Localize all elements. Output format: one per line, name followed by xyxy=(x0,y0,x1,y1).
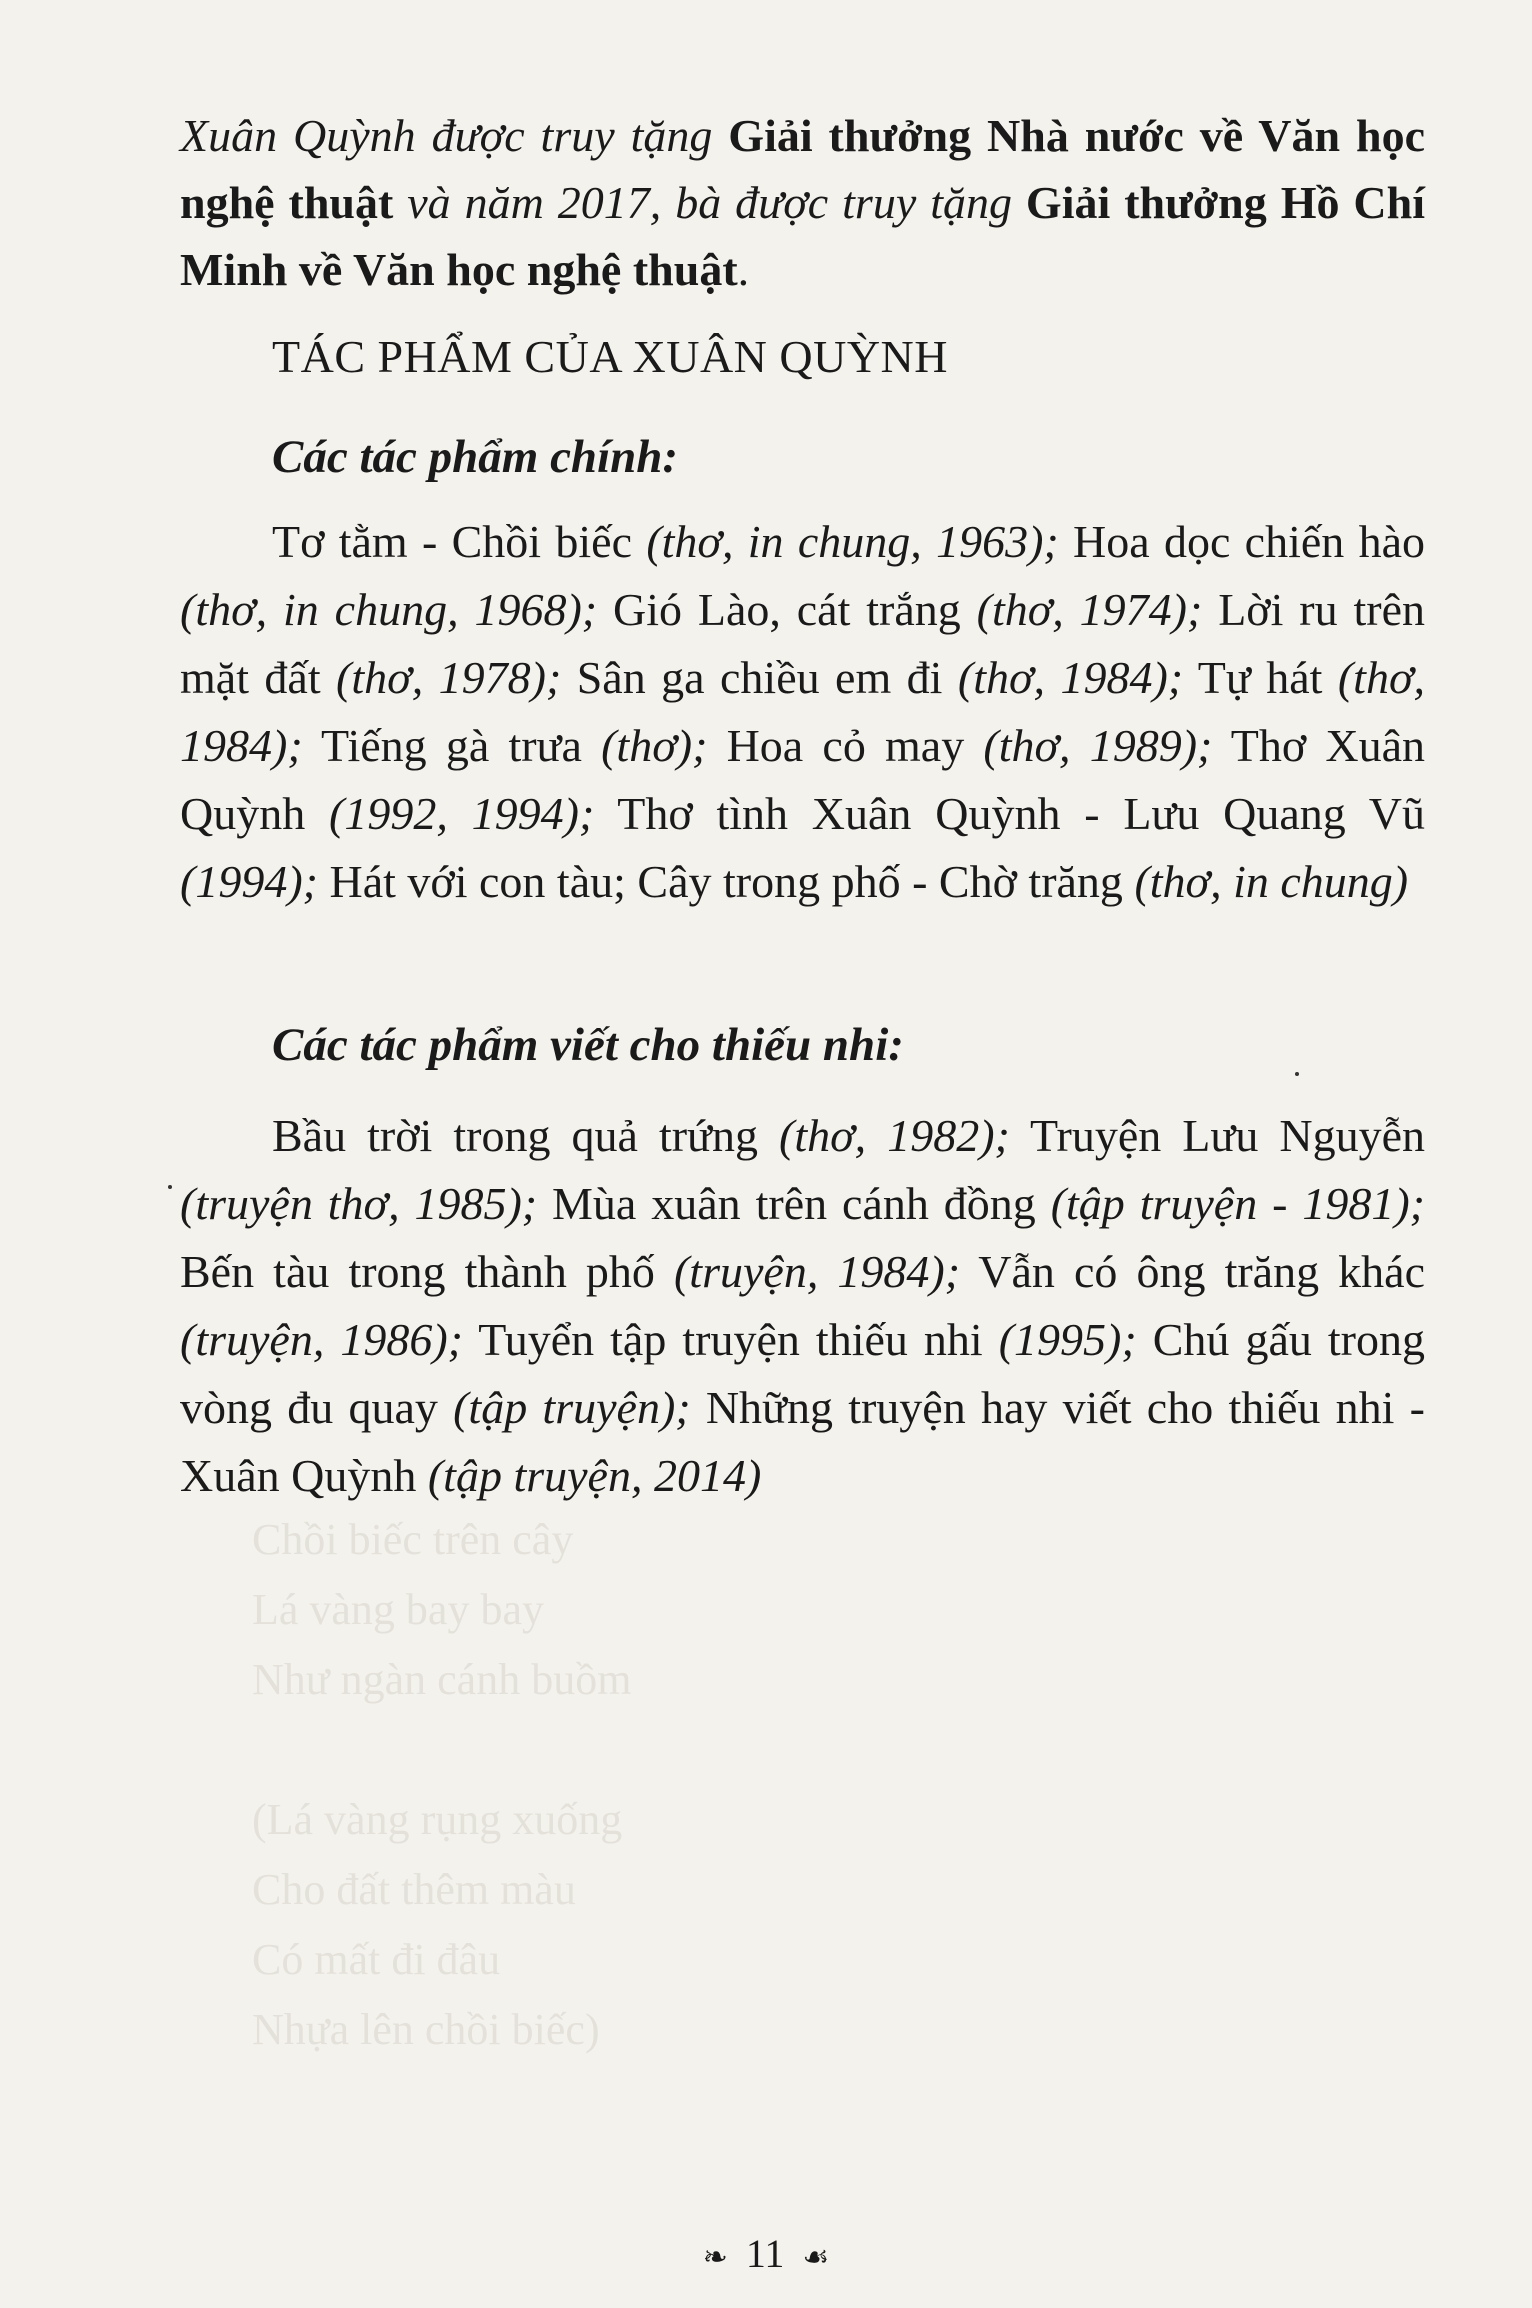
text-run: Hoa dọc chiến hào xyxy=(1058,516,1425,567)
show-through-text xyxy=(252,1505,631,2065)
text-run: Gió Lào, cát trắng xyxy=(597,584,977,635)
show-through-line: Lá vàng bay bay xyxy=(252,1585,544,1634)
text-run: và năm 2017, bà được truy tặng xyxy=(393,177,1026,228)
text-run: Hoa cỏ may xyxy=(707,720,984,771)
text-run: (thơ, 1984); xyxy=(180,652,1425,771)
show-through-line: Cho đất thêm màu xyxy=(252,1865,576,1914)
text-run: Thơ tình Xuân Quỳnh - Lưu Quang Vũ xyxy=(594,788,1425,839)
text-run: Những truyện hay viết cho thiếu nhi - Xuân Quỳnh xyxy=(180,1382,1425,1501)
text-run: (1995); xyxy=(998,1314,1137,1365)
ornament-left-icon: ❧ xyxy=(702,2241,728,2275)
text-run: (thơ, 1984); xyxy=(957,652,1184,703)
text-run: (thơ, 1989); xyxy=(983,720,1213,771)
text-run: Tuyển tập truyện thiếu nhi xyxy=(463,1314,999,1365)
text-run: Lời ru trên mặt đất xyxy=(180,584,1425,703)
show-through-line: Nhựa lên chồi biếc) xyxy=(252,2005,600,2054)
children-works-list xyxy=(180,1102,1425,1510)
intro-paragraph xyxy=(180,102,1425,303)
text-run: (1994); xyxy=(180,856,318,907)
show-through-line: Như ngàn cánh buồm xyxy=(252,1655,632,1704)
text-run: (thơ, in chung, 1968); xyxy=(180,584,598,635)
print-speck xyxy=(1295,1072,1299,1076)
text-run: Giải thưởng Nhà nước về Văn học nghệ thuật xyxy=(180,110,1426,228)
text-run: (tập truyện - 1981); xyxy=(1050,1178,1425,1229)
text-run: Chú gấu trong vòng đu quay xyxy=(180,1314,1425,1433)
text-run: Vẫn có ông trăng khác xyxy=(960,1246,1426,1297)
text-run: Truyện Lưu Nguyễn xyxy=(1009,1110,1425,1161)
text-run: (truyện, 1984); xyxy=(673,1246,961,1297)
text-run: Mùa xuân trên cánh đồng xyxy=(537,1178,1051,1229)
text-run: (thơ); xyxy=(601,720,708,771)
show-through-line: Có mất đi đâu xyxy=(252,1935,501,1984)
show-through-line: (Lá vàng rụng xuống xyxy=(252,1795,623,1844)
main-works-list xyxy=(180,508,1425,916)
text-run: Tiếng gà trưa xyxy=(302,720,602,771)
text-run: Hát với con tàu; Cây trong phố - Chờ trăng xyxy=(317,856,1135,907)
text-run: (thơ, 1978); xyxy=(336,652,562,703)
text-run: Bến tàu trong thành phố xyxy=(180,1246,674,1297)
text-run: (truyện thơ, 1985); xyxy=(180,1178,538,1229)
text-run: (tập truyện); xyxy=(453,1382,691,1433)
text-run: Tự hát xyxy=(1183,652,1338,703)
show-through-line xyxy=(252,1715,631,1785)
children-works-label: Các tác phẩm viết cho thiếu nhi: xyxy=(272,1019,904,1071)
text-run: Thơ Xuân Quỳnh xyxy=(180,720,1425,839)
text-run: Tơ tằm - Chồi biếc xyxy=(272,516,647,567)
section-heading: TÁC PHẨM CỦA XUÂN QUỲNH xyxy=(272,331,948,382)
text-run: Sân ga chiều em đi xyxy=(561,652,958,703)
text-run: (tập truyện, 2014) xyxy=(427,1450,762,1501)
text-run: Xuân Quỳnh được truy tặng xyxy=(180,110,729,161)
text-run: (1992, 1994); xyxy=(329,788,595,839)
page-footer xyxy=(0,2230,1532,2277)
text-run: (thơ, in chung, 1963); xyxy=(646,516,1059,567)
text-run: Giải thưởng Hồ Chí Minh về Văn học nghệ thuật xyxy=(180,177,1426,295)
show-through-line: Chồi biếc trên cây xyxy=(252,1515,574,1564)
text-run: Bầu trời trong quả trứng xyxy=(272,1110,780,1161)
ornament-right-icon: ☙ xyxy=(802,2241,830,2275)
text-run: (thơ, 1982); xyxy=(779,1110,1010,1161)
text-run: (thơ, in chung) xyxy=(1134,856,1409,907)
text-run: (thơ, 1974); xyxy=(976,584,1203,635)
page-number: 11 xyxy=(745,2231,785,2276)
main-works-label: Các tác phẩm chính: xyxy=(272,431,679,483)
text-run: (truyện, 1986); xyxy=(180,1314,464,1365)
text-run: . xyxy=(737,244,750,295)
print-speck xyxy=(168,1185,172,1189)
